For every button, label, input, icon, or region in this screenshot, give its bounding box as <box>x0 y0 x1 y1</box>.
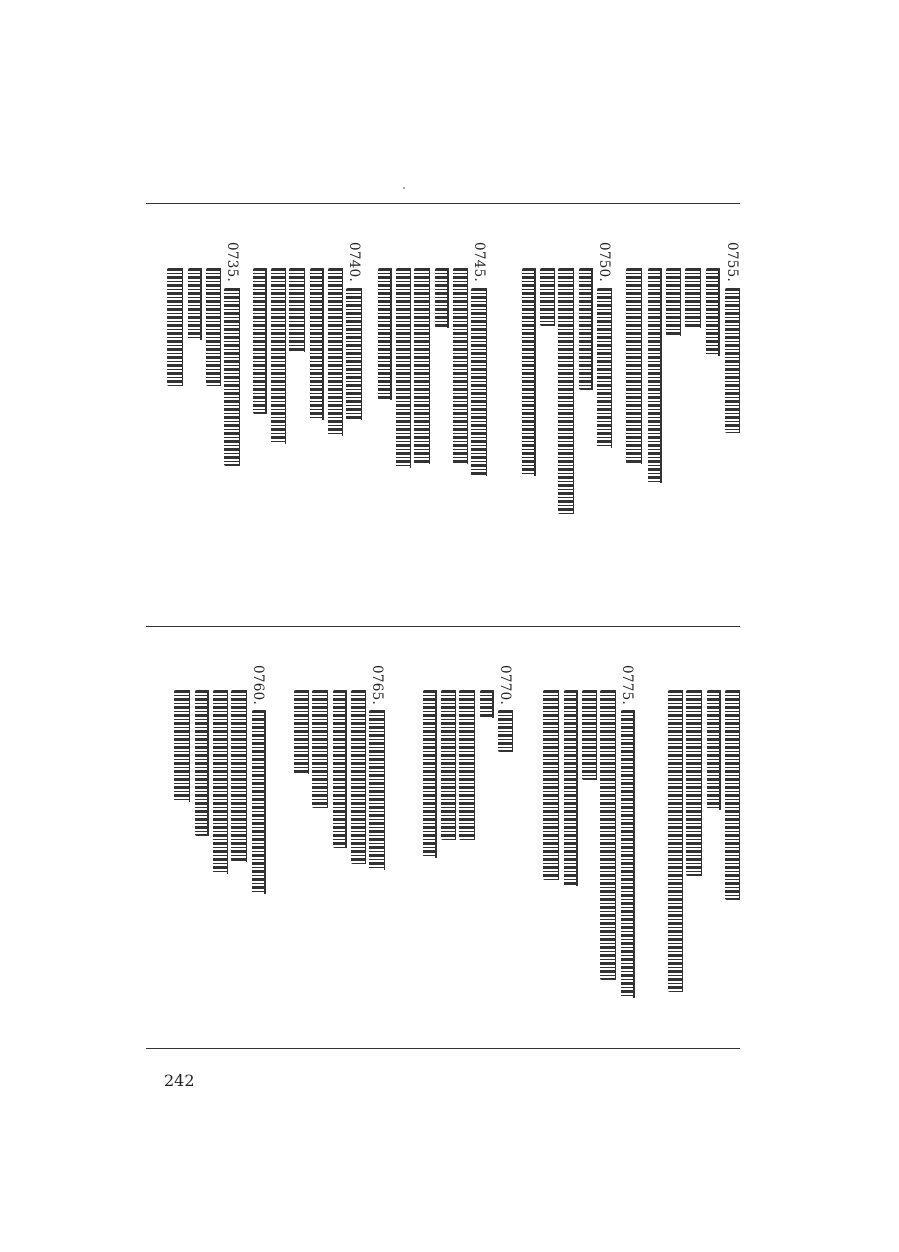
script-line <box>433 268 449 328</box>
script-line <box>174 690 190 802</box>
script-line <box>665 268 681 336</box>
script-line <box>539 268 555 326</box>
script-line <box>327 268 343 436</box>
script-line <box>685 268 701 328</box>
script-line <box>369 710 385 870</box>
script-line <box>619 710 635 998</box>
script-line <box>205 268 221 386</box>
script-line <box>520 268 536 476</box>
page-number: 242 <box>164 1071 195 1090</box>
entry-number: 0745. <box>471 242 487 283</box>
entry-number: 0740. <box>346 242 362 283</box>
script-line <box>250 710 266 894</box>
script-line <box>440 690 456 840</box>
script-line <box>577 268 593 390</box>
script-line <box>626 268 642 464</box>
script-line <box>646 268 662 483</box>
script-line <box>543 690 559 880</box>
entry-number: 0750. <box>596 242 612 283</box>
script-line <box>231 690 247 862</box>
entry-number: 0775. <box>619 665 635 706</box>
script-line <box>471 288 487 476</box>
script-line <box>293 690 309 774</box>
script-line <box>459 690 475 840</box>
script-line <box>581 690 597 780</box>
script-line <box>346 288 362 420</box>
script-line <box>395 268 411 468</box>
script-line <box>600 690 616 980</box>
top-rule <box>146 203 740 204</box>
script-line <box>724 288 740 433</box>
script-line <box>251 268 267 414</box>
script-line <box>289 268 305 352</box>
script-line <box>414 268 430 464</box>
script-line <box>193 690 209 836</box>
entry-number: 0770. <box>497 665 513 706</box>
script-line <box>308 268 324 420</box>
script-line <box>212 690 228 874</box>
script-line <box>376 268 392 400</box>
entry-number: 0760. <box>250 665 266 706</box>
middle-rule <box>146 626 740 627</box>
script-line <box>312 690 328 808</box>
entry-number: 0735. <box>224 242 240 283</box>
scan-speck <box>403 187 405 189</box>
script-line <box>186 268 202 340</box>
entry-number: 0765. <box>369 665 385 706</box>
script-line <box>224 288 240 466</box>
script-line <box>167 268 183 386</box>
script-line <box>705 690 721 810</box>
script-line <box>331 690 347 848</box>
script-line <box>497 710 513 752</box>
script-line <box>478 690 494 718</box>
script-line <box>667 690 683 992</box>
script-line <box>452 268 468 464</box>
script-line <box>686 690 702 876</box>
script-line <box>724 690 740 900</box>
script-line <box>704 268 720 356</box>
bottom-rule <box>146 1048 740 1049</box>
script-line <box>596 288 612 448</box>
script-line <box>558 268 574 514</box>
script-line <box>270 268 286 444</box>
script-line <box>421 690 437 858</box>
script-line <box>562 690 578 886</box>
script-line <box>350 690 366 864</box>
entry-number: 0755. <box>724 242 740 283</box>
